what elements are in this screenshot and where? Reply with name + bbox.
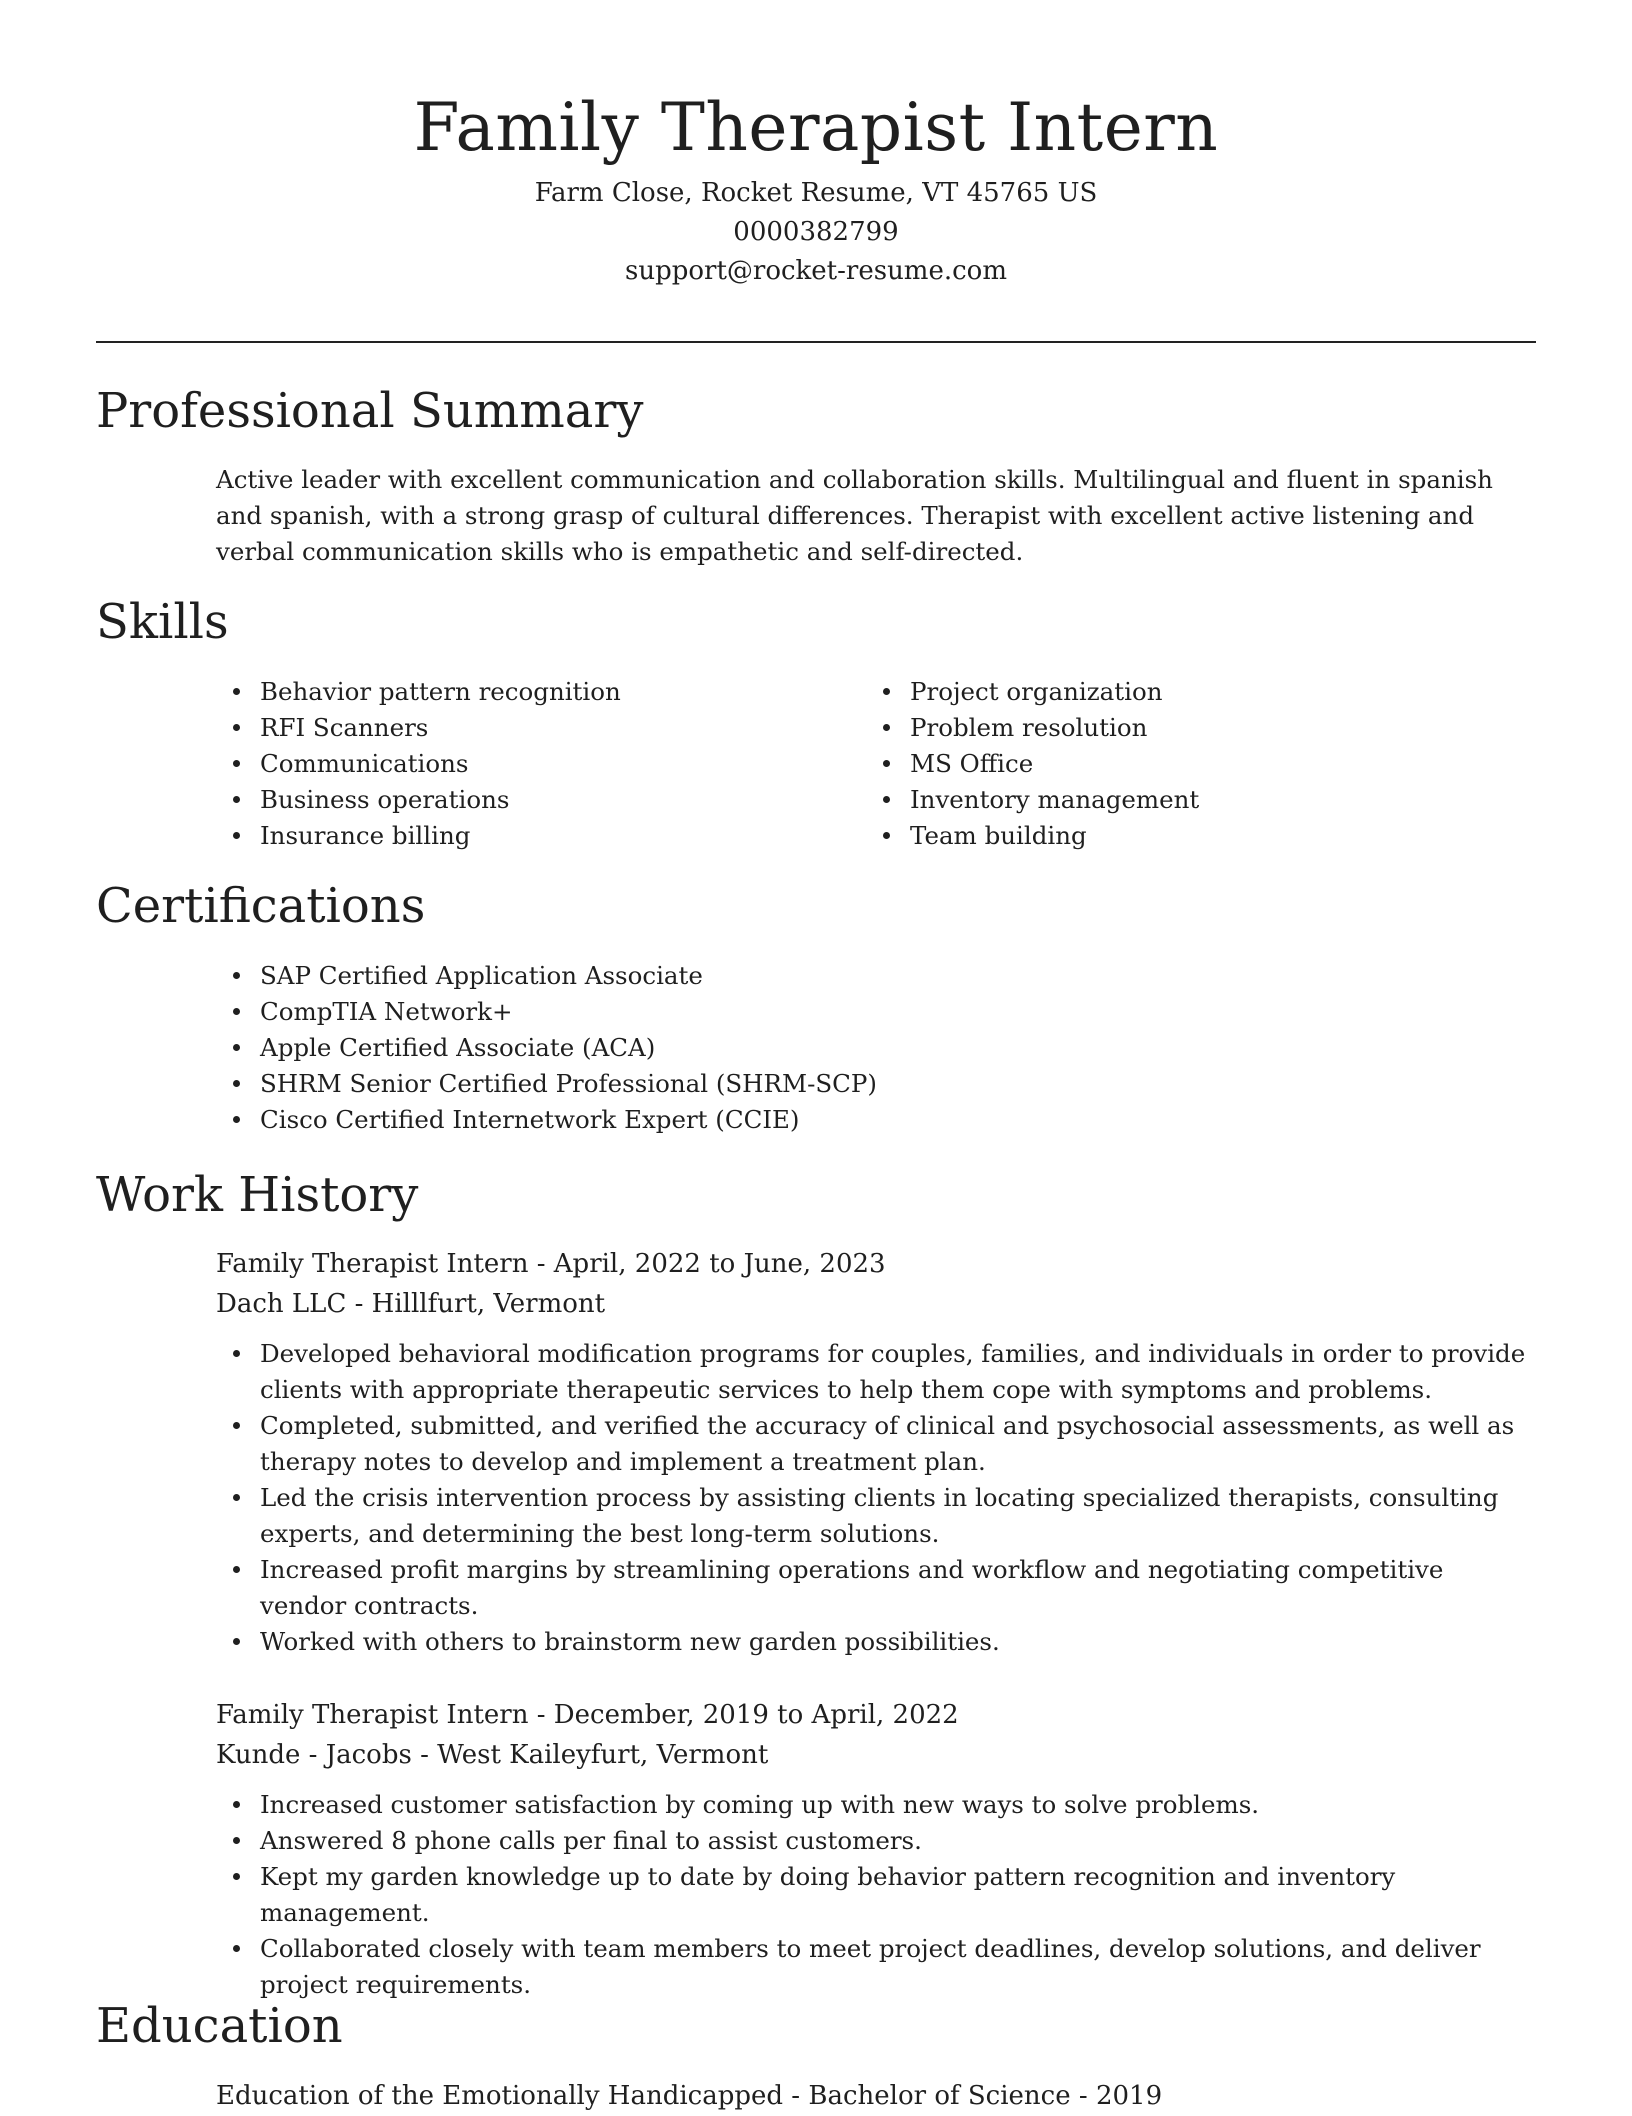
skills-list-right: [866, 674, 1199, 854]
job-bullets: [216, 1787, 1536, 2003]
job-bullet: Kept my garden knowledge up to date by doing behavior pattern recognition and inventory management.: [260, 1859, 1536, 1931]
contact-address: Farm Close, Rocket Resume, VT 45765 US: [534, 178, 1098, 208]
contact-email: support@rocket-resume.com: [624, 256, 1007, 286]
header-divider: [96, 341, 1536, 343]
section-title-education: Education: [96, 1998, 343, 2054]
job-bullet: Collaborated closely with team members to meet project deadlines, develop solutions, and deliver project requirements.: [260, 1931, 1536, 2003]
skill-item: MS Office: [910, 746, 1199, 782]
candidate-name: Family Therapist Intern: [413, 89, 1219, 166]
contact-phone: 0000382799: [733, 217, 899, 247]
job-bullet: Increased customer satisfaction by coming up with new ways to solve problems.: [260, 1787, 1536, 1823]
skill-item: Behavior pattern recognition: [260, 674, 621, 710]
section-title-work-history: Work History: [96, 1167, 419, 1223]
job-bullet: Completed, submitted, and verified the accuracy of clinical and psychosocial assessments, as well as therapy notes to develop and implement a treatment plan.: [260, 1408, 1536, 1480]
section-title-certifications: Certifications: [96, 878, 426, 934]
skill-item: Project organization: [910, 674, 1199, 710]
education-line: Education of the Emotionally Handicapped - Bachelor of Science - 2019: [216, 2081, 1163, 2111]
job-bullet: Worked with others to brainstorm new garden possibilities.: [260, 1624, 1536, 1660]
summary-text: Active leader with excellent communication and collaboration skills. Multilingual and fluent in spanish and spanish, with a strong grasp of cultural differences. Therapist with excellent active listening and verbal communication skills who is empathetic and self-directed.: [216, 465, 1493, 566]
resume-header: [96, 82, 1536, 291]
job-company-line: Kunde - Jacobs - West Kaileyfurt, Vermont: [216, 1740, 769, 1770]
job-title-line: Family Therapist Intern - December, 2019 to April, 2022: [216, 1700, 959, 1730]
job-bullet: Developed behavioral modification programs for couples, families, and individuals in order to provide clients with appropriate therapeutic services to help them cope with symptoms and problems.: [260, 1336, 1536, 1408]
certification-item: SHRM Senior Certified Professional (SHRM-SCP): [260, 1066, 877, 1102]
skill-item: Problem resolution: [910, 710, 1199, 746]
job-bullets: [216, 1336, 1536, 1660]
section-title-summary: Professional Summary: [96, 383, 644, 439]
job-company-line: Dach LLC - Hilllfurt, Vermont: [216, 1289, 606, 1319]
job-bullet: Led the crisis intervention process by assisting clients in locating specialized therapists, consulting experts, and determining the best long-term solutions.: [260, 1480, 1536, 1552]
section-title-skills: Skills: [96, 594, 229, 650]
skill-item: RFI Scanners: [260, 710, 621, 746]
skill-item: Communications: [260, 746, 621, 782]
certification-item: Cisco Certified Internetwork Expert (CCIE): [260, 1102, 877, 1138]
skill-item: Business operations: [260, 782, 621, 818]
certification-item: Apple Certified Associate (ACA): [260, 1030, 877, 1066]
job-entry: [216, 1244, 1536, 1660]
skill-item: Team building: [910, 818, 1199, 854]
skills-list-left: [216, 674, 621, 854]
job-bullet: Increased profit margins by streamlining operations and workflow and negotiating competitive vendor contracts.: [260, 1552, 1536, 1624]
skill-item: Inventory management: [910, 782, 1199, 818]
certifications-list: [216, 958, 877, 1138]
job-bullet: Answered 8 phone calls per final to assist customers.: [260, 1823, 1536, 1859]
job-title-line: Family Therapist Intern - April, 2022 to June, 2023: [216, 1249, 886, 1279]
job-entry: [216, 1695, 1536, 2003]
certification-item: CompTIA Network+: [260, 994, 877, 1030]
skill-item: Insurance billing: [260, 818, 621, 854]
certification-item: SAP Certified Application Associate: [260, 958, 877, 994]
